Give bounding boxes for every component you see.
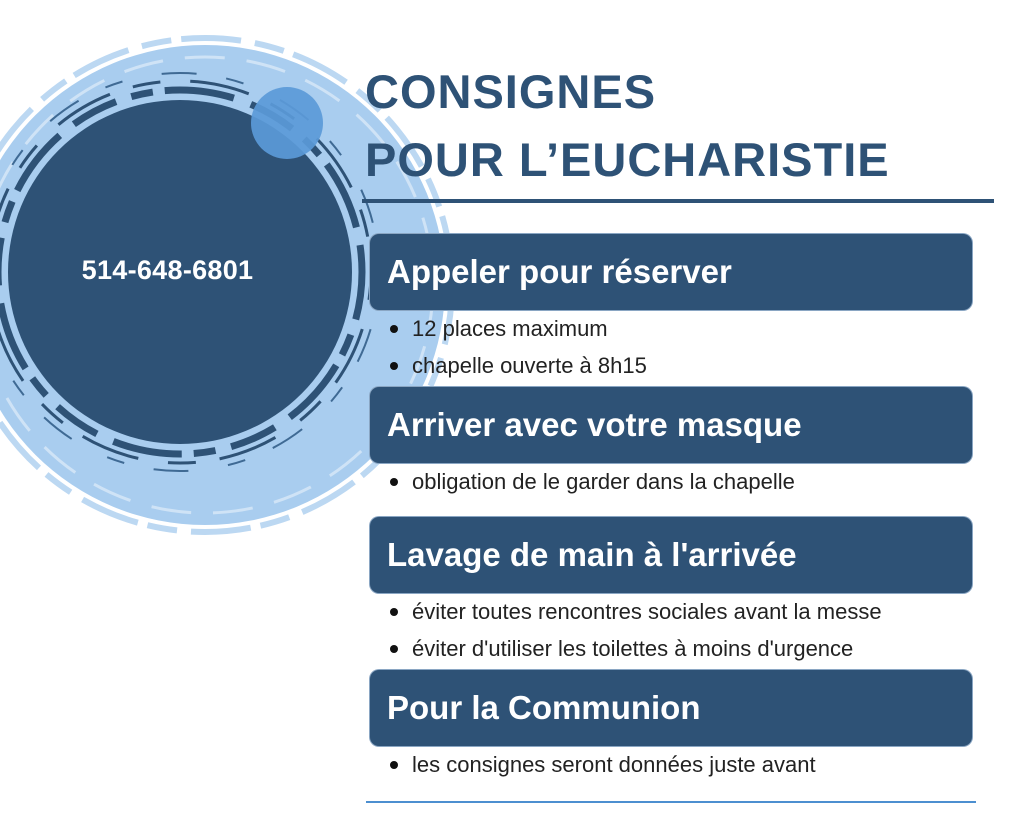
section-bullets-handwash <box>388 593 882 667</box>
section-heading-mask: Arriver avec votre masque <box>370 387 972 463</box>
page-title <box>365 58 890 194</box>
accent-circle <box>251 87 323 159</box>
page-title-line-1: CONSIGNES <box>365 65 657 118</box>
section-bullets-reserve <box>388 310 647 384</box>
phone-number: 514-648-6801 <box>81 255 254 285</box>
section-heading-communion: Pour la Communion <box>370 670 972 746</box>
bottom-divider <box>366 801 976 803</box>
section-bullets-mask <box>388 463 795 500</box>
bullet-item: chapelle ouverte à 8h15 <box>388 347 647 384</box>
section-heading-handwash: Lavage de main à l'arrivée <box>370 517 972 593</box>
bullet-item: obligation de le garder dans la chapelle <box>388 463 795 500</box>
bullet-item: éviter d'utiliser les toilettes à moins d'urgence <box>388 630 882 667</box>
bullet-item: les consignes seront données juste avant <box>388 746 816 783</box>
title-divider <box>362 199 994 203</box>
section-bullets-communion <box>388 746 816 783</box>
bullet-item: éviter toutes rencontres sociales avant la messe <box>388 593 882 630</box>
page-title-line-2: POUR L’EUCHARISTIE <box>365 133 890 186</box>
bullet-item: 12 places maximum <box>388 310 647 347</box>
section-heading-reserve: Appeler pour réserver <box>370 234 972 310</box>
